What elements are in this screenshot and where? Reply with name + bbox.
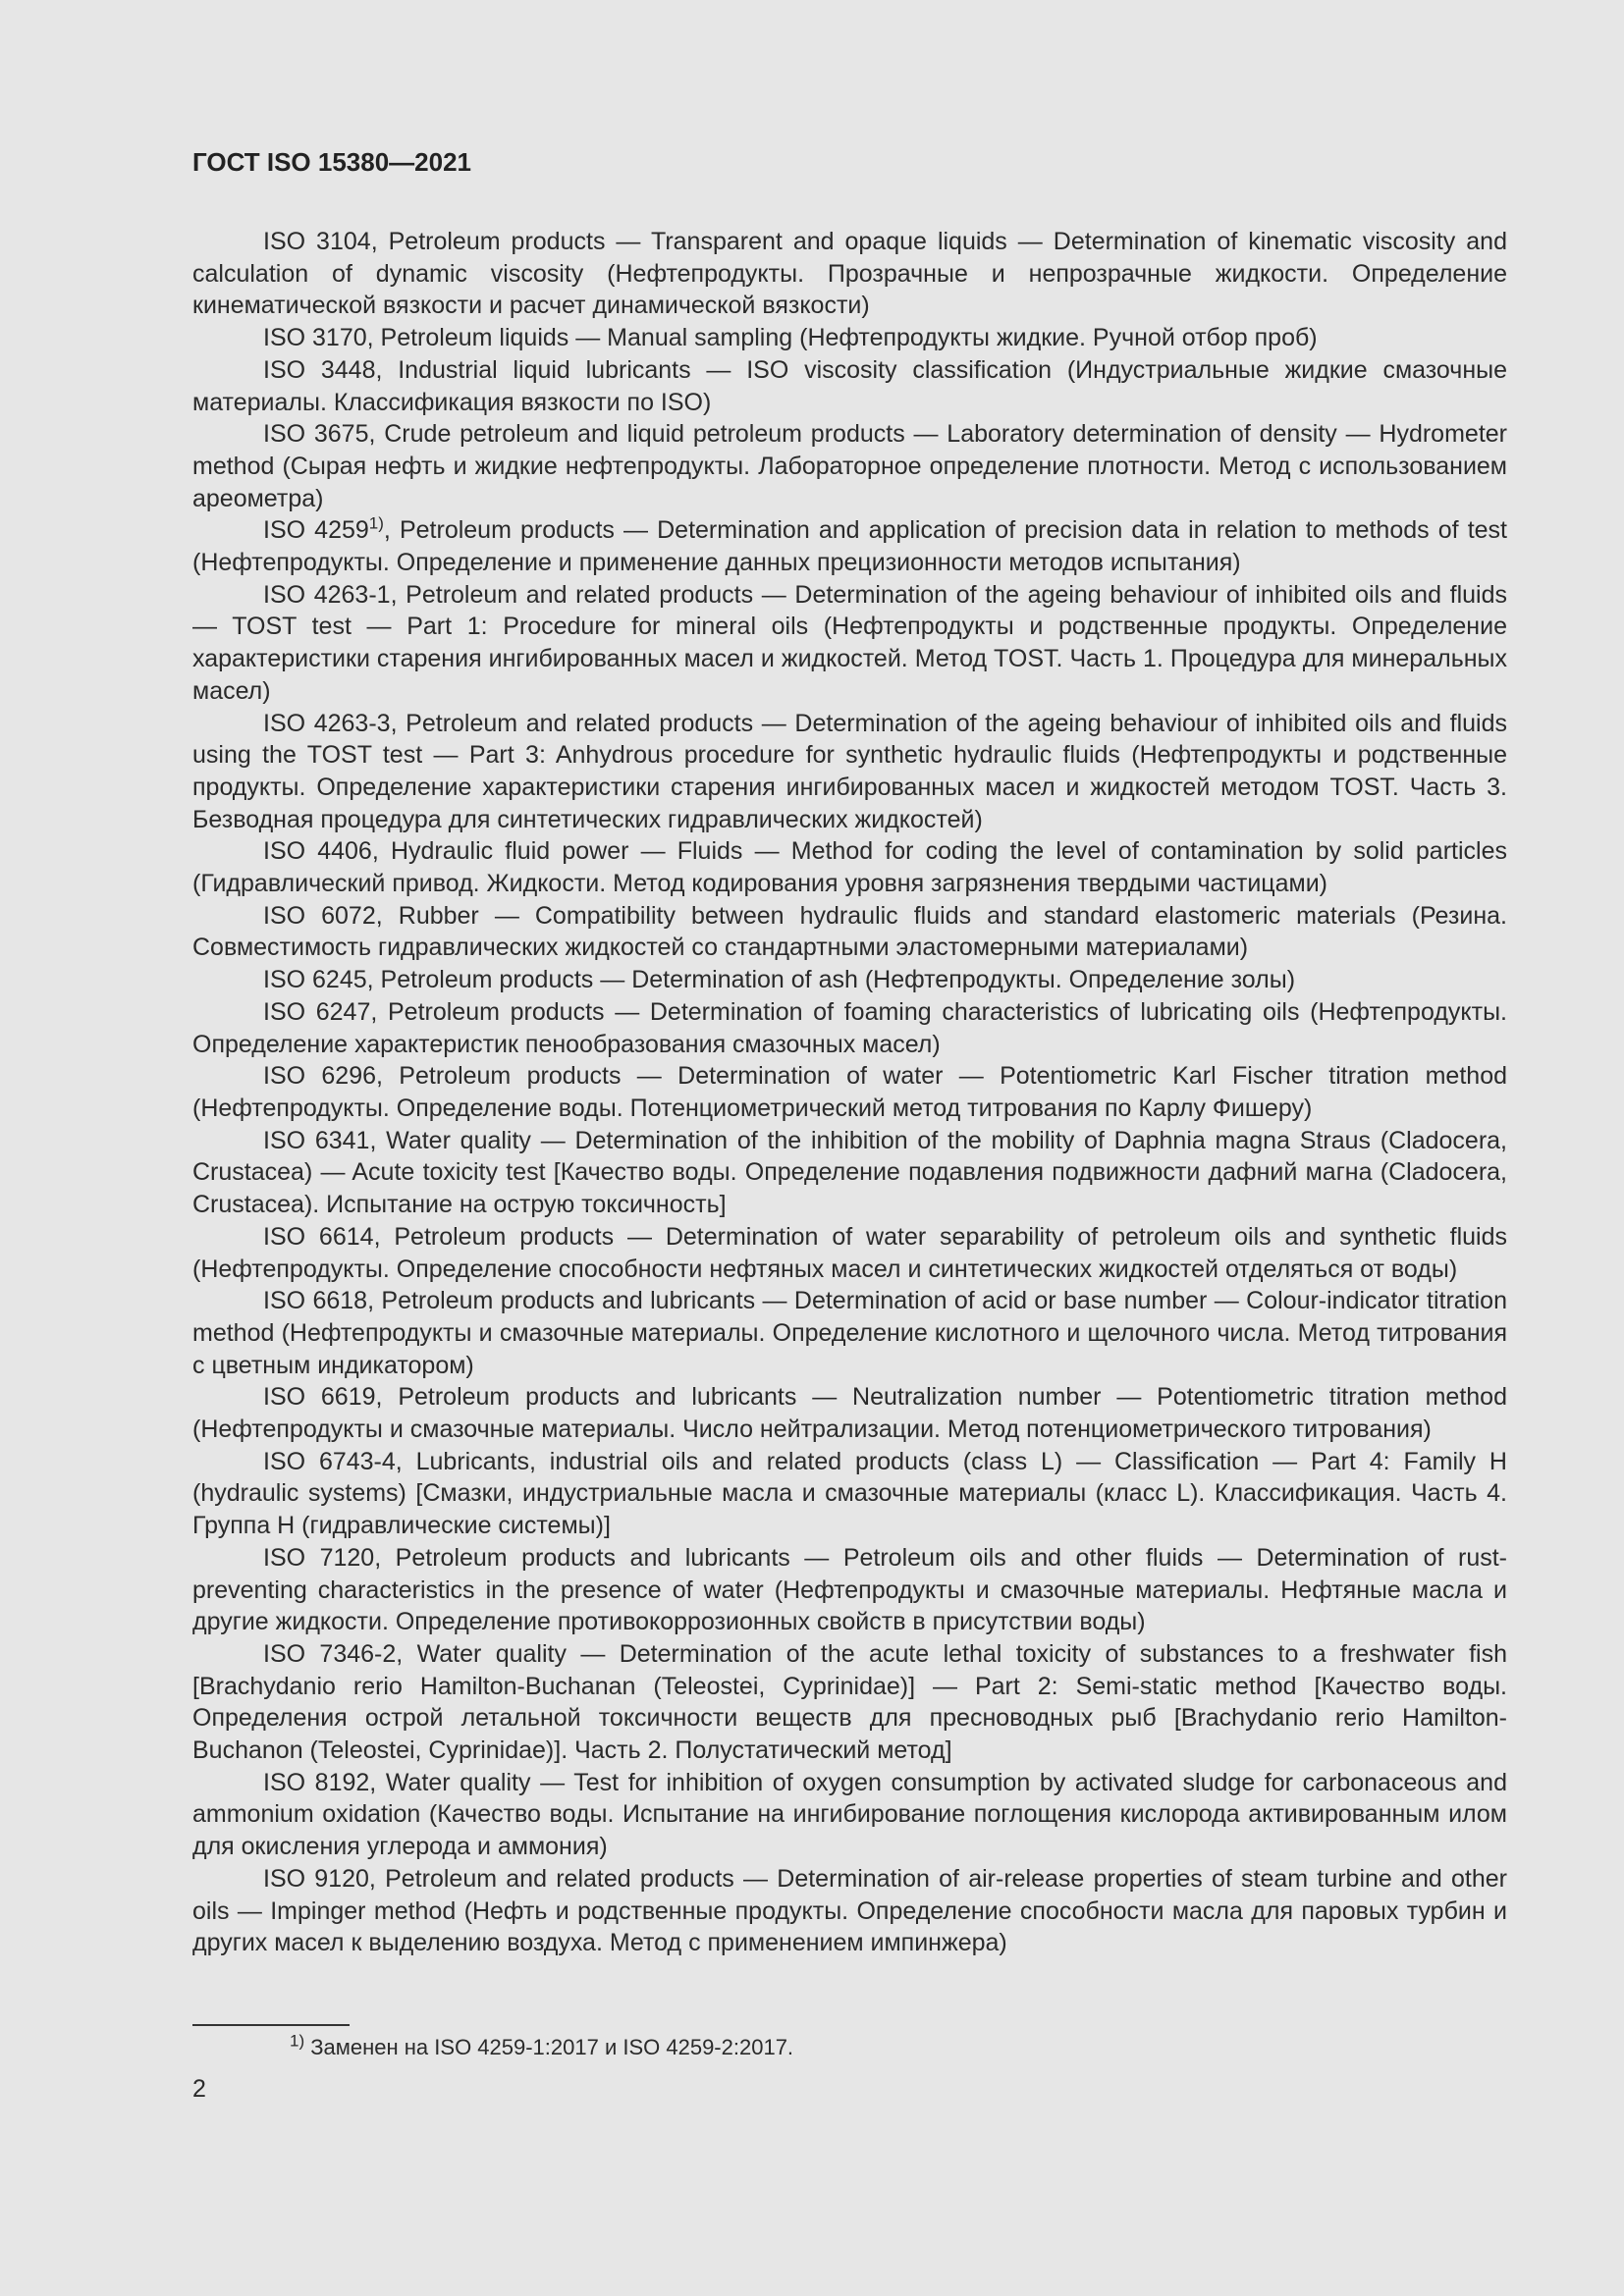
reference-code: ISO 8192 xyxy=(263,1768,370,1796)
reference-code: ISO 4263-3 xyxy=(263,709,391,737)
reference-text: , Water quality — Determination of the acute lethal toxicity of substances to a freshwater fish [Brachydanio rerio Hamilton-Buchanan (Teleostei, Cyprinidae)] — Part 2: Semi-static method [Качество воды. Определения острой летальной токсичности веществ для пресноводных рыб [Brachydanio rerio Hamilton-Buchanon (Teleostei, Cyprinidae)]. Часть 2. Полустатический метод] xyxy=(192,1639,1507,1765)
reference-iso-6247 xyxy=(192,996,1507,1060)
reference-text: , Petroleum products and lubricants — Neutralization number — Potentiometric titration method (Нефтепродукты и смазочные материалы. Число нейтрализации. Метод потенциометрического титрования) xyxy=(192,1383,1507,1444)
reference-code: ISO 6341 xyxy=(263,1126,370,1154)
reference-text: , Petroleum products and lubricants — Petroleum oils and other fluids — Determination of rust-preventing characteristics in the presence of water (Нефтепродукты и смазочные материалы. Нефтяные масла и другие жидкости. Определение противокоррозионных свойств в присутствии воды) xyxy=(192,1543,1507,1636)
reference-code: ISO 7120 xyxy=(263,1543,375,1572)
reference-iso-3675 xyxy=(192,418,1507,514)
reference-iso-7346-2 xyxy=(192,1638,1507,1767)
reference-text: , Petroleum and related products — Determination of the ageing behaviour of inhibited oils and fluids — TOST test — Part 1: Procedure for mineral oils (Нефтепродукты и родственные продукты. Определение характеристики старения ингибированных масел и жидкостей. Метод TOST. Часть 1. Процедура для минеральных масел) xyxy=(192,580,1508,705)
reference-iso-7120 xyxy=(192,1542,1507,1638)
reference-iso-6072 xyxy=(192,900,1507,964)
reference-code: ISO 7346-2 xyxy=(263,1639,397,1668)
footnote-marker: 1) xyxy=(290,2031,305,2051)
reference-text: , Petroleum products — Determination of water separability of petroleum oils and synthetic fluids (Нефтепродукты. Определение способности нефтяных масел и синтетических жидкостей отделяться от воды) xyxy=(192,1222,1507,1283)
reference-iso-6614 xyxy=(192,1221,1507,1285)
reference-code: ISO 6614 xyxy=(263,1222,374,1251)
reference-code: ISO 6618 xyxy=(263,1287,368,1315)
reference-text: , Petroleum products — Determination of ash (Нефтепродукты. Определение золы) xyxy=(366,966,1296,994)
reference-text: , Rubber — Compatibility between hydraulic fluids and standard elastomeric materials (Резина. Совместимость гидравлических жидкостей со стандартными эластомерными материалами) xyxy=(192,901,1507,962)
reference-text: , Petroleum products — Transparent and opaque liquids — Determination of kinematic viscosity and calculation of dynamic viscosity (Нефтепродукты. Прозрачные и непрозрачные жидкости. Определение кинематической вязкости и расчет динамической вязкости) xyxy=(192,228,1507,320)
reference-text: , Petroleum products — Determination and application of precision data in relation to methods of test (Нефтепродукты. Определение и применение данных прецизионности методов испытания) xyxy=(192,516,1507,577)
reference-iso-6619 xyxy=(192,1381,1507,1445)
reference-text: , Petroleum and related products — Determination of the ageing behaviour of inhibited oils and fluids using the TOST test — Part 3: Anhydrous procedure for synthetic hydraulic fluids (Нефтепродукты и родственные продукты. Определение характеристики старения ингибированных масел и жидкостей методом TOST. Часть 3. Безводная процедура для синтетических гидравлических жидкостей) xyxy=(192,709,1508,833)
reference-text: , Water quality — Test for inhibition of oxygen consumption by activated sludge for carbonaceous and ammonium oxidation (Качество воды. Испытание на ингибирование поглощения кислорода активированным илом для окисления углерода и аммония) xyxy=(192,1768,1507,1861)
reference-text: , Petroleum products and lubricants — Determination of acid or base number — Colour-indicator titration method (Нефтепродукты и смазочные материалы. Определение кислотного и щелочного числа. Метод титрования с цветным индикатором) xyxy=(192,1287,1507,1379)
document-header: ГОСТ ISO 15380—2021 xyxy=(192,147,472,177)
reference-iso-3104 xyxy=(192,226,1507,322)
reference-code: ISO 3675 xyxy=(263,420,369,449)
footnote-marker: 1) xyxy=(368,514,384,533)
reference-text: , Hydraulic fluid power — Fluids — Method for coding the level of contamination by solid particles (Гидравлический привод. Жидкости. Метод кодирования уровня загрязнения твердыми частицами) xyxy=(192,837,1507,898)
reference-code: ISO 3448 xyxy=(263,355,376,384)
normative-references-list xyxy=(192,226,1507,1959)
reference-code: ISO 6247 xyxy=(263,997,371,1026)
reference-iso-4406 xyxy=(192,835,1507,899)
reference-text: , Lubricants, industrial oils and related products (class L) — Classification — Part 4: Family H (hydraulic systems) [Смазки, индустриальные масла и смазочные материалы (класс L). Классификация. Часть 4. Группа H (гидравлические системы)] xyxy=(192,1447,1507,1540)
reference-iso-6296 xyxy=(192,1060,1507,1124)
reference-iso-6245 xyxy=(192,964,1507,996)
reference-code: ISO 6743-4 xyxy=(263,1447,396,1475)
reference-iso-3448 xyxy=(192,354,1507,418)
reference-iso-6743-4 xyxy=(192,1446,1507,1542)
footnote-text: Заменен на ISO 4259-1:2017 и ISO 4259-2:2017. xyxy=(310,2035,794,2059)
reference-text: , Petroleum products — Determination of foaming characteristics of lubricating oils (Нефтепродукты. Определение характеристик пенообразования смазочных масел) xyxy=(192,997,1507,1058)
reference-code: ISO 4406 xyxy=(263,837,372,866)
page-number: 2 xyxy=(192,2075,206,2103)
reference-code: ISO 6296 xyxy=(263,1062,377,1091)
reference-iso-3170 xyxy=(192,322,1507,354)
footnote-divider xyxy=(192,2024,350,2026)
reference-code: ISO 4259 xyxy=(263,516,369,545)
reference-text: , Petroleum liquids — Manual sampling (Нефтепродукты жидкие. Ручной отбор проб) xyxy=(366,324,1318,352)
reference-iso-9120 xyxy=(192,1863,1507,1959)
reference-code: ISO 9120 xyxy=(263,1864,369,1893)
reference-code: ISO 3170 xyxy=(263,324,367,352)
reference-text: , Petroleum and related products — Determination of air-release properties of steam turbine and other oils — Impinger method (Нефть и родственные продукты. Определение способности масла для паровых турбин и других масел к выделению воздуха. Метод с применением импинжера) xyxy=(192,1864,1507,1957)
reference-iso-4263-1 xyxy=(192,579,1507,708)
footnote xyxy=(290,2033,793,2062)
reference-iso-8192 xyxy=(192,1767,1507,1863)
reference-code: ISO 6072 xyxy=(263,901,376,930)
reference-code: ISO 6245 xyxy=(263,966,367,994)
reference-code: ISO 6619 xyxy=(263,1383,376,1412)
reference-text: , Petroleum products — Determination of water — Potentiometric Karl Fischer titration method (Нефтепродукты. Определение воды. Потенциометрический метод титрования по Карлу Фишеру) xyxy=(192,1062,1507,1122)
reference-code: ISO 3104 xyxy=(263,228,371,255)
reference-text: , Crude petroleum and liquid petroleum products — Laboratory determination of density — Hydrometer method (Сырая нефть и жидкие нефтепродукты. Лабораторное определение плотности. Метод с использованием ареометра) xyxy=(192,420,1507,512)
reference-iso-4259 xyxy=(192,514,1507,578)
reference-text: , Industrial liquid lubricants — ISO viscosity classification (Индустриальные жидкие смазочные материалы. Классификация вязкости по ISO) xyxy=(192,355,1507,416)
reference-iso-6341 xyxy=(192,1125,1507,1221)
reference-text: , Water quality — Determination of the inhibition of the mobility of Daphnia magna Straus (Cladocera, Crustacea) — Acute toxicity test [Качество воды. Определение подавления подвижности дафний магна (Cladocera, Crustacea). Испытание на острую токсичность] xyxy=(192,1126,1507,1219)
reference-code: ISO 4263-1 xyxy=(263,580,391,609)
reference-iso-4263-3 xyxy=(192,708,1507,836)
reference-iso-6618 xyxy=(192,1285,1507,1381)
